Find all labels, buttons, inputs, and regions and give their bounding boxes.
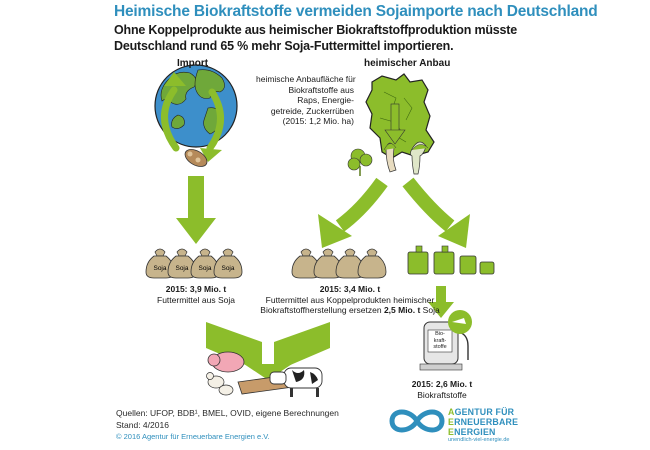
stat-coproduct-desc-2-post: Soja bbox=[420, 305, 440, 315]
domestic-desc-line: Raps, Energie- bbox=[297, 95, 354, 105]
soy-sacks-import bbox=[146, 249, 242, 278]
logo-rest: RNEUERBARE bbox=[454, 417, 519, 427]
stat-coproduct-value: 2015: 3,4 Mio. t bbox=[319, 284, 381, 294]
subtitle-line-1: Ohne Koppelprodukte aus heimischer Biokraftstoffproduktion müsste bbox=[114, 23, 518, 37]
page-title: Heimische Biokraftstoffe vermeiden Sojaimporte nach Deutschland bbox=[114, 3, 598, 20]
stat-coproduct-desc-1: Futtermittel aus Koppelprodukten heimischer bbox=[265, 294, 435, 305]
aee-logo-text bbox=[448, 407, 518, 443]
split-arrows bbox=[318, 182, 470, 248]
stat-import-desc: Futtermittel aus Soja bbox=[157, 294, 235, 305]
stat-coproduct-desc-2-pre: Biokraftstoffherstellung ersetzen bbox=[260, 305, 384, 315]
pump-label-line: kraft- bbox=[433, 337, 447, 344]
logo-line-1 bbox=[448, 407, 518, 417]
sack-label: Soja bbox=[153, 265, 167, 272]
sack-label: Soja bbox=[198, 265, 212, 272]
domestic-desc-line: heimische Anbaufläche für bbox=[256, 74, 356, 84]
stat-import bbox=[140, 284, 252, 305]
domestic-desc-line: (2015: 1,2 Mio. ha) bbox=[282, 116, 354, 126]
copyright: © 2016 Agentur für Erneuerbare Energien e.V. bbox=[116, 432, 270, 441]
logo-line-3 bbox=[448, 427, 518, 437]
logo-rest: NERGIEN bbox=[454, 427, 496, 437]
sack-icon bbox=[358, 249, 386, 278]
stat-coproduct-desc-2 bbox=[250, 305, 450, 316]
import-down-arrow bbox=[176, 176, 216, 244]
pump-label-line: stoffe bbox=[433, 344, 447, 350]
domestic-area-description bbox=[256, 74, 354, 127]
pump-label-line: Bio- bbox=[435, 331, 445, 337]
aee-logo-icon bbox=[392, 412, 442, 430]
sack-icon bbox=[214, 249, 242, 278]
logo-rest: GENTUR FÜR bbox=[454, 407, 515, 417]
sack-label: Soja bbox=[221, 265, 235, 272]
fuel-canisters-icon bbox=[408, 246, 494, 274]
logo-url: unendlich-viel-energie.de bbox=[448, 437, 510, 443]
stand-date: Stand: 4/2016 bbox=[116, 420, 169, 430]
logo-initial: E bbox=[448, 427, 455, 437]
domestic-heading: heimischer Anbau bbox=[364, 58, 451, 69]
stat-fuel-value: 2015: 2,6 Mio. t bbox=[411, 379, 473, 389]
pump-label bbox=[428, 331, 452, 351]
logo-line-2 bbox=[448, 417, 518, 427]
logo-initial: A bbox=[448, 407, 455, 417]
subtitle-line-2: Deutschland rund 65 % mehr Soja-Futtermittel importieren. bbox=[114, 39, 454, 53]
sack-label: Soja bbox=[175, 265, 189, 272]
stat-fuel-desc: Biokraftstoffe bbox=[417, 389, 467, 400]
stat-coproduct-desc-2-bold: 2,5 Mio. t bbox=[383, 305, 421, 315]
logo-initial: E bbox=[448, 417, 455, 427]
stat-import-value: 2015: 3,9 Mio. t bbox=[165, 284, 227, 294]
domestic-desc-line: Biokraftstoffe aus bbox=[288, 84, 354, 95]
stat-coproduct bbox=[250, 284, 450, 316]
import-heading: Import bbox=[177, 58, 209, 69]
stat-fuel bbox=[394, 379, 490, 400]
coproduct-sacks bbox=[292, 249, 386, 278]
crops-icon bbox=[348, 142, 428, 176]
domestic-desc-line: getreide, Zuckerrüben bbox=[270, 105, 354, 116]
sources: Quellen: UFOP, BDB¹, BMEL, OVID, eigene Berechnungen bbox=[116, 408, 339, 418]
